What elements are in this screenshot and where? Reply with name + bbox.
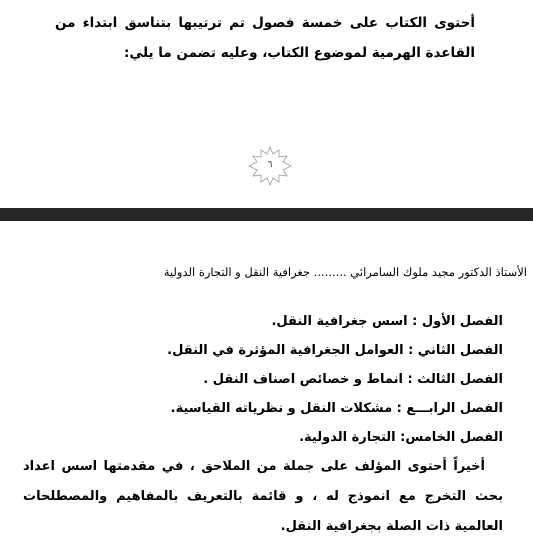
closing-paragraph: [23, 452, 503, 542]
page-number: ٦: [267, 160, 273, 170]
top-page: [0, 0, 533, 208]
intro-paragraph: أحتوى الكتاب على خمسة فصول تم ترتيبها بتناسق ابتداء من القاعدة الهرمية لموضوع الكتاب، وعليه تضمن ما يلي:: [55, 15, 475, 61]
bottom-page: [0, 221, 533, 545]
running-header: الأستاذ الدكتور مجيد ملوك السامرائي ......... جغرافية النقل و التجارة الدولية: [163, 265, 527, 279]
page-divider: [0, 208, 533, 221]
chapter-item-1: الفصل الأول : اسس جغرافية النقل.: [271, 314, 503, 329]
chapter-item-5: الفصل الخامس: التجارة الدولية.: [299, 430, 503, 445]
page-number-seal: [247, 145, 293, 187]
chapter-item-3: الفصل الثالث : انماط و خصائص اصناف النقل .: [203, 372, 503, 387]
closing-text: أخيراً أحتوى المؤلف على جملة من الملاحق ، في مقدمتها اسس اعداد بحث التخرج مع انموذج له ، و قائمة بالتعريف بالمفاهيم والمصطلحات العالمية ذات الصلة بجغرافية النقل.: [23, 459, 503, 534]
chapter-item-4: الفصل الرابـــع : مشكلات النقل و نظرياته القياسية.: [170, 401, 503, 416]
chapter-item-2: الفصل الثاني : العوامل الجغرافية المؤثرة في النقل.: [167, 343, 503, 358]
chapter-list: [23, 307, 503, 452]
